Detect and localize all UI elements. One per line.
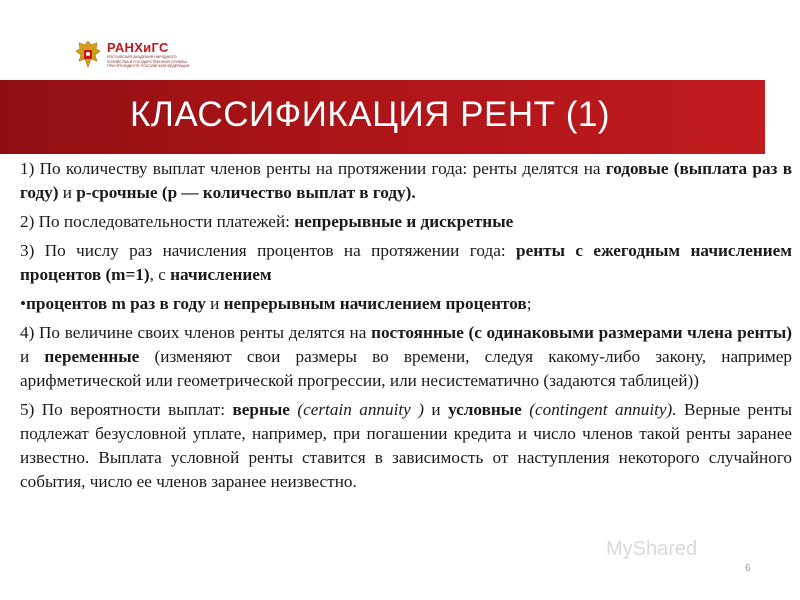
watermark: MyShared — [606, 538, 698, 560]
slide-title: КЛАССИФИКАЦИЯ РЕНТ (1) — [130, 95, 611, 134]
page-number: 6 — [745, 563, 751, 574]
logo-subtitle: РОССИЙСКАЯ АКАДЕМИЯ НАРОДНОГО ХОЗЯЙСТВА И ГОСУДАРСТВЕННОЙ СЛУЖБЫ ПРИ ПРЕЗИДЕНТЕ РОССИЙСКОЙ ФЕДЕРАЦИИ — [107, 55, 190, 69]
academy-logo — [75, 38, 193, 72]
eagle-emblem-icon — [75, 39, 101, 71]
logo-text — [107, 41, 193, 68]
slide-body — [20, 157, 792, 499]
list-item: 1) По количеству выплат членов ренты на протяжении года: ренты делятся на годовые (выплата раз в году) и p-срочные (p — количество выплат в году). — [20, 159, 793, 202]
list-item: 2) По последовательности платежей: непрерывные и дискретные — [20, 212, 514, 231]
list-item: 3) По числу раз начисления процентов на протяжении года: ренты с ежегодным начислением процентов (m=1), с начислением — [20, 241, 792, 284]
list-item: •процентов m раз в году и непрерывным начислением процентов; — [20, 294, 532, 313]
list-item: 5) По вероятности выплат: верные (certain annuity ) и условные (contingent annuity). Верные ренты подлежат безусловной уплате, например, при погашении кредита и число членов такой ренты заранее известно. Выплата условной ренты ставится в зависимость от наступления некоторого случайного события, число ее членов заранее неизвестно. — [20, 400, 792, 491]
logo-name: РАНХиГС — [107, 40, 169, 56]
list-item: 4) По величине своих членов ренты делятся на постоянные (с одинаковыми размерами члена ренты) и переменные (изменяют свои размеры во времени, следуя какому-либо закону, например арифметической или геометрической прогрессии, или несистематично (задаются таблицей)) — [20, 323, 792, 390]
